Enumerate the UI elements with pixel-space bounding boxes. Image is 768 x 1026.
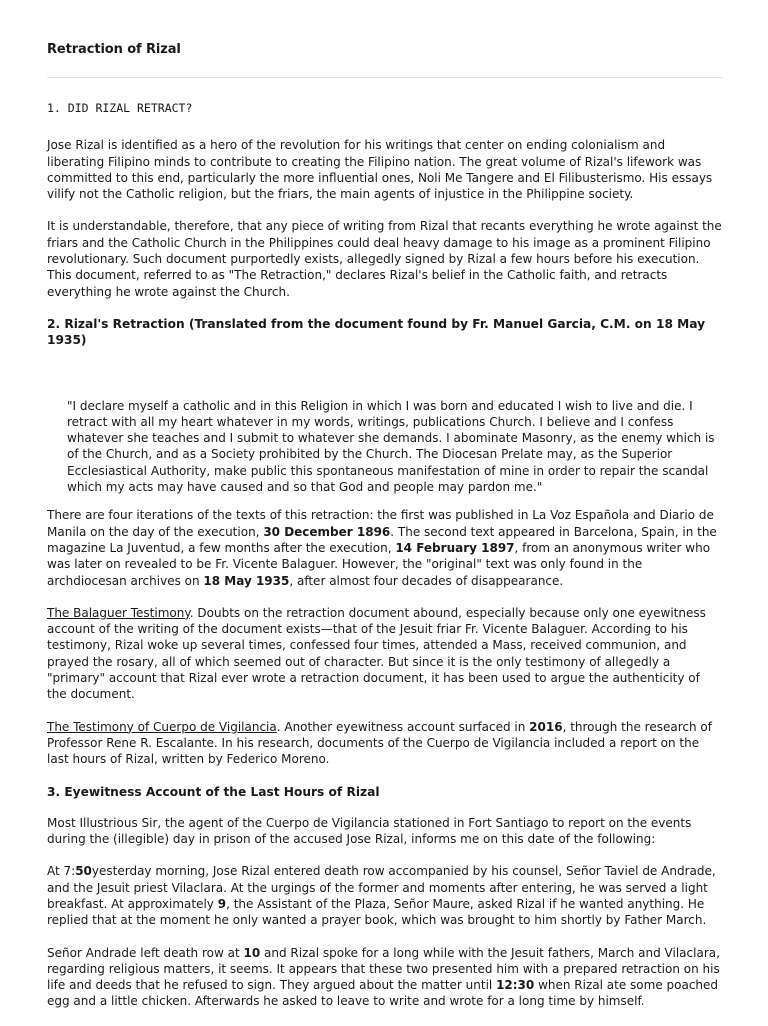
paragraph: It is understandable, therefore, that any piece of writing from Rizal that recants everything he wrote against the friars and the Catholic Church in the Philippines could deal heavy damage to his image as a prominent Filipino revolutionary. Such document purportedly exists, allegedly signed by Rizal a few hours before his execution. This document, referred to as "The Retraction," declares Rizal's belief in the Catholic faith, and retracts everything he wrote against the Church. bbox=[47, 219, 722, 299]
document-title: Retraction of Rizal bbox=[47, 42, 181, 57]
section-3-heading: 3. Eyewitness Account of the Last Hours of Rizal bbox=[47, 784, 380, 799]
paragraph: Most Illustrious Sir, the agent of the Cuerpo de Vigilancia stationed in Fort Santiago to report on the events during the (illegible) day in prison of the accused Jose Rizal, informs me on this date of the following: bbox=[47, 815, 692, 847]
paragraph: Jose Rizal is identified as a hero of the revolution for his writings that center on ending colonialism and liberating Filipino minds to contribute to creating the Filipino nation. The great volume of Rizal's lifework was committed to this end, particularly the more influential ones, Noli Me Tangere and El Filibusterismo. His essays vilify not the Catholic religion, but the friars, the main agents of injustice in the Philippine society. bbox=[47, 138, 713, 202]
date-found: 18 May 1935 bbox=[203, 573, 290, 588]
balaguer-testimony-link[interactable]: The Balaguer Testimony bbox=[47, 605, 190, 620]
paragraph: There are four iterations of the texts of this retraction: the first was published in La Voz Española and Diario de Manila on the day of the execution, 30 December 1896. The second text appeared in Barcelona, Spain, in the magazine La Juventud, a few months after the execution, 14 February 1897, from an anonymous writer who was later on revealed to be Fr. Vicente Balaguer. However, the "original" text was only found in the archdiocesan archives on 18 May 1935, after almost four decades of disappearance. bbox=[47, 508, 717, 588]
paragraph: At 7:50yesterday morning, Jose Rizal entered death row accompanied by his counsel, Señor Taviel de Andrade, and the Jesuit priest Vilaclara. At the urgings of the former and moments after entering, he was served a light breakfast. At approximately 9, the Assistant of the Plaza, Señor Maure, asked Rizal if he wanted anything. He replied that at the moment he only wanted a prayer book, which was brought to him shortly by Father March. bbox=[47, 864, 716, 928]
document-body bbox=[47, 100, 723, 1026]
date-la-juventud: 14 February 1897 bbox=[395, 540, 515, 555]
year-2016: 2016 bbox=[529, 719, 563, 734]
date-execution: 30 December 1896 bbox=[263, 524, 391, 539]
retraction-quote: "I declare myself a catholic and in this Religion in which I was born and educated I wish to live and die. I retract with all my heart whatever in my words, writings, publications Church. I believe and I confess whatever she teaches and I submit to whatever she demands. I abominate Masonry, as the enemy which is of the Church, and as a Society prohibited by the Church. The Diocesan Prelate may, as the Superior Ecclesiastical Authority, make public this spontaneous manifestation of mine in order to repair the scandal which my acts may have caused and so that God and people may pardon me." bbox=[67, 398, 715, 495]
section-2-heading: 2. Rizal's Retraction (Translated from the document found by Fr. Manuel Garcia, C.M. on 18 May 1935) bbox=[47, 316, 706, 348]
paragraph: Señor Andrade left death row at 10 and Rizal spoke for a long while with the Jesuit fathers, March and Vilaclara, regarding religious matters, it seems. It appears that these two presented him with a prepared retraction on his life and deeds that he refused to sign. They argued about the matter until 12:30 when Rizal ate some poached egg and a little chicken. Afterwards he asked to leave to write and wrote for a long time by himself. bbox=[47, 945, 720, 1009]
section-1-heading: 1. DID RIZAL RETRACT? bbox=[47, 101, 193, 115]
paragraph: The Testimony of Cuerpo de Vigilancia. Another eyewitness account surfaced in 2016, through the research of Professor Rene R. Escalante. In his research, documents of the Cuerpo de Vigilancia included a report on the last hours of Rizal, written by Federico Moreno. bbox=[47, 719, 712, 767]
paragraph: The Balaguer Testimony. Doubts on the retraction document abound, especially because only one eyewitness account of the writing of the document exists—that of the Jesuit friar Fr. Vicente Balaguer. According to his testimony, Rizal woke up several times, confessed four times, attended a Mass, received communion, and prayed the rosary, all of which seemed out of character. But since it is the only testimony of allegedly a "primary" account that Rizal ever wrote a retraction document, it has been used to argue the authenticity of the document. bbox=[47, 605, 706, 702]
title-divider bbox=[47, 77, 723, 78]
vigilancia-testimony-link[interactable]: The Testimony of Cuerpo de Vigilancia bbox=[47, 719, 277, 734]
